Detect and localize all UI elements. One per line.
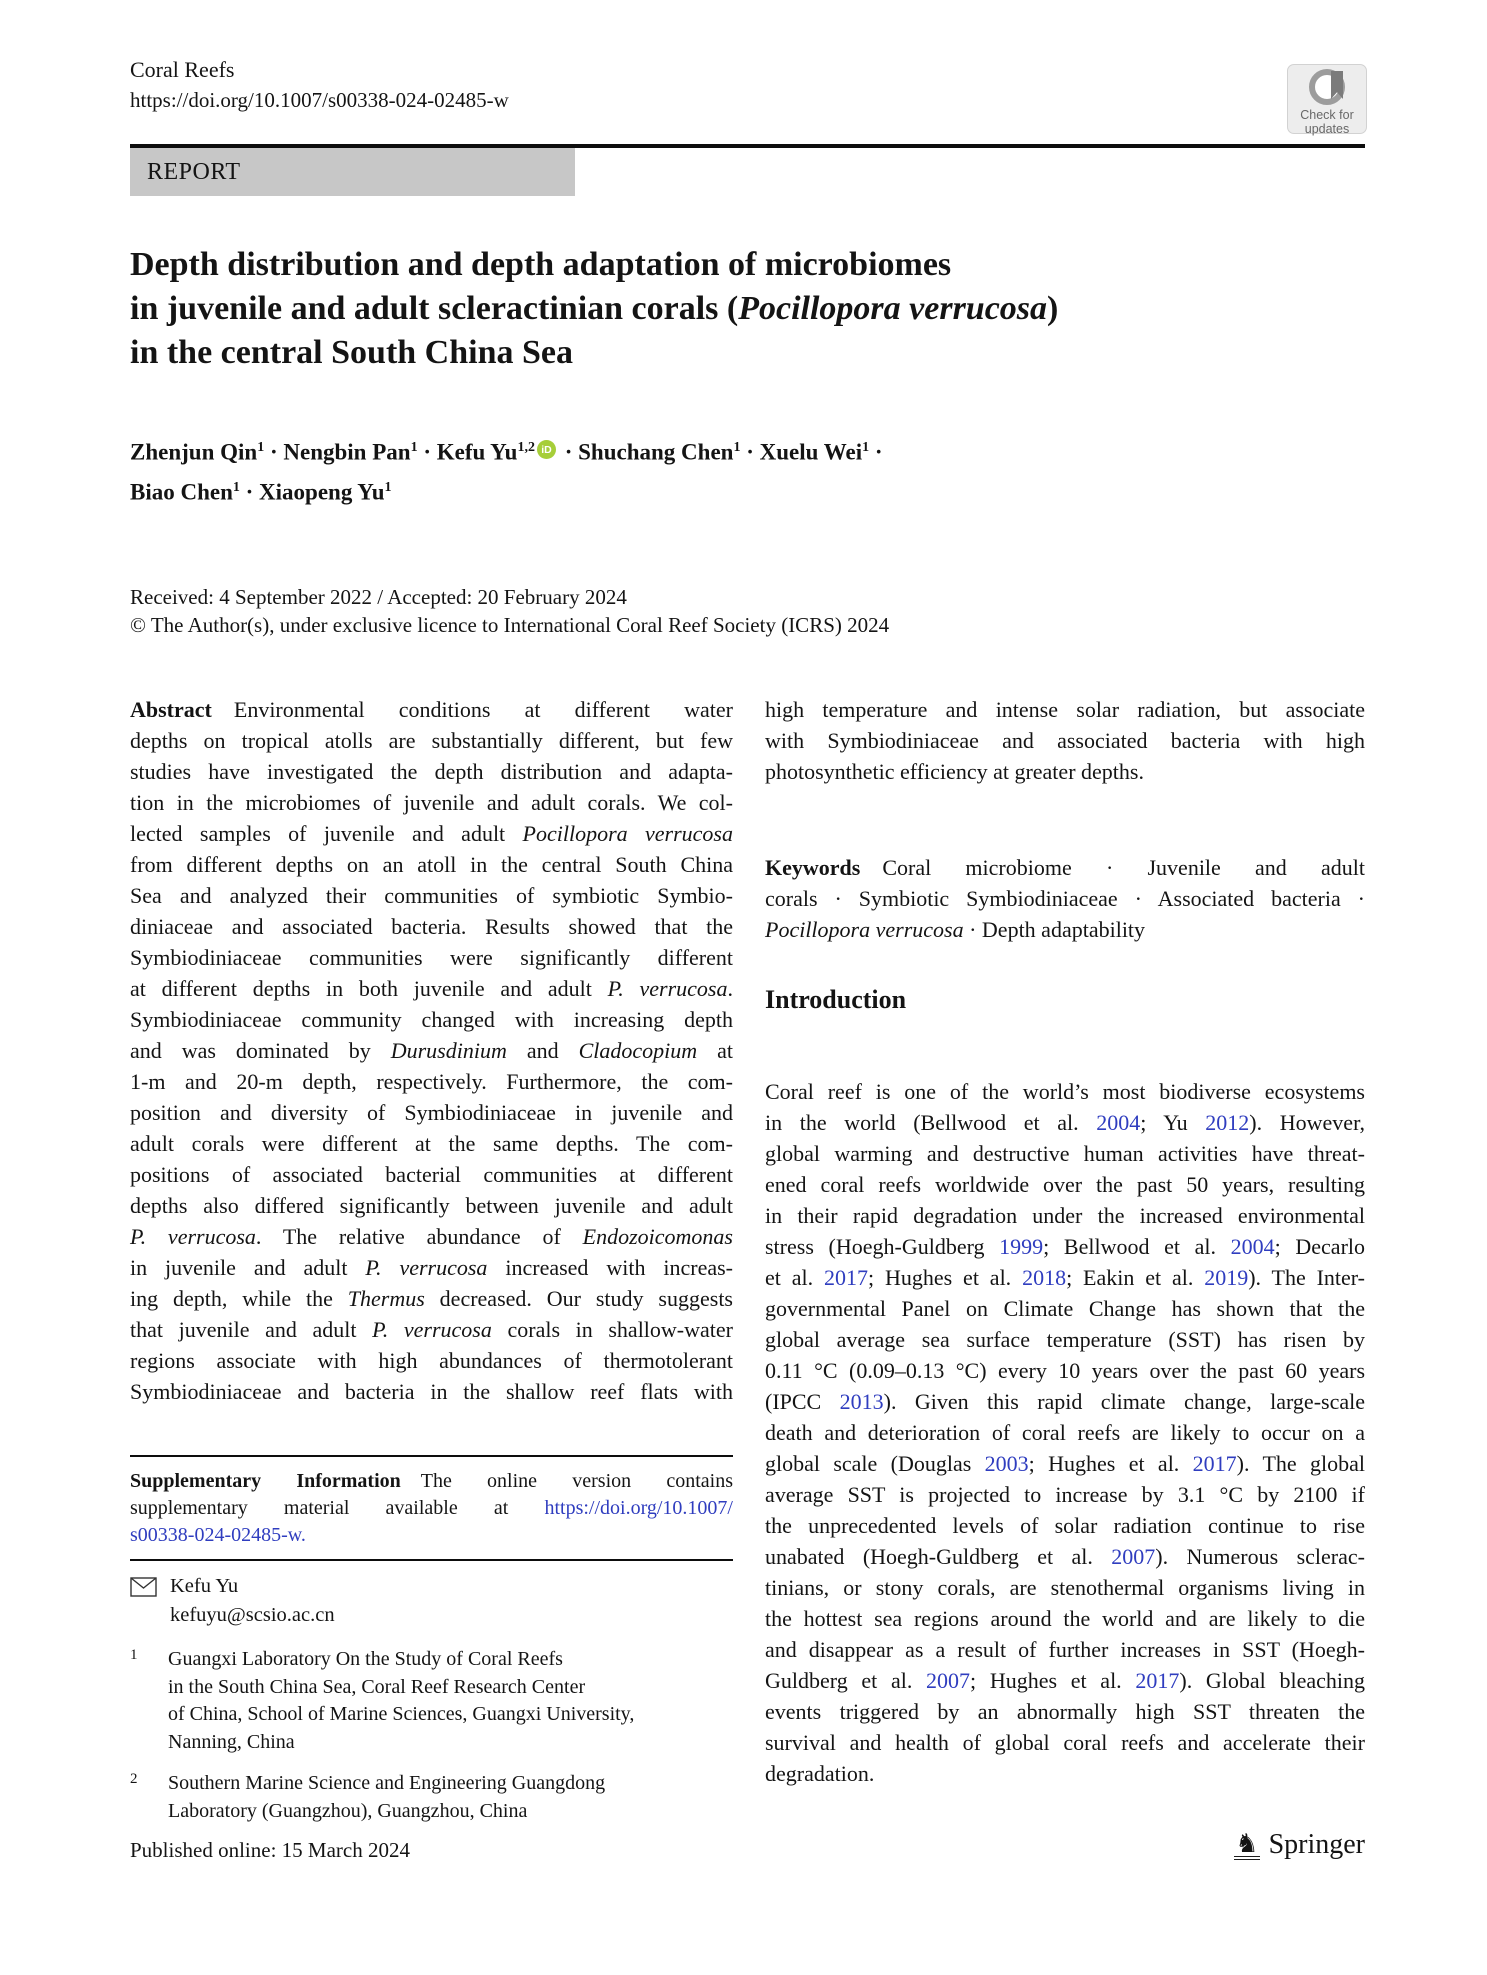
keywords-paragraph: Keywords Coral microbiome · Juvenile and adult corals · Symbiotic Symbiodiniaceae · Associated bacteria · Pocillopora verrucosa · Depth adaptability [765, 855, 1365, 942]
citation-link[interactable]: https://doi.org/10.1007/ [544, 1497, 733, 1519]
affiliation-2 [130, 1770, 708, 1825]
envelope-icon [130, 1572, 157, 1630]
springer-wordmark: Springer [1268, 1829, 1365, 1860]
citation-link[interactable]: 2004 [1096, 1110, 1141, 1135]
corresponding-author-name: Kefu Yu [170, 1575, 239, 1597]
springer-knight-icon: ♞ [1235, 1829, 1259, 1858]
journal-name: Coral Reefs [130, 57, 235, 82]
citation-link[interactable]: 2007 [1111, 1544, 1156, 1569]
article-title: Depth distribution and depth adaptation of microbiomes in juvenile and adult scleractinian corals (Pocillopora verrucosa) in the central South China Sea [130, 246, 1059, 371]
footnote-rule-bottom [130, 1559, 733, 1561]
supplementary-information: Supplementary Information The online version contains supplementary material available at https://doi.org/10.1007/ s00338-024-02485-w. [130, 1470, 733, 1546]
author-list: Zhenjun Qin$^1$ · Nengbin Pan$^1$ · Kefu Yu$^{1,2}$ iD · Shuchang Chen$^1$ · Xuelu Wei$^1$ · Biao Chen$^1$ · Xiaopeng Yu$^1$ [130, 439, 883, 505]
citation-link[interactable]: 2019 [1204, 1265, 1249, 1290]
citation-link[interactable]: 2017 [1192, 1451, 1237, 1476]
copyright-line: © The Author(s), under exclusive licence to International Coral Reef Society (ICRS) 2024 [130, 613, 890, 637]
introduction-heading: Introduction [765, 985, 907, 1014]
abstract-continuation: high temperature and intense solar radiation, but associate with Symbiodiniaceae and associated bacteria with high photosynthetic efficiency at greater depths. [765, 697, 1365, 784]
citation-link[interactable]: 2013 [839, 1389, 884, 1414]
citation-link[interactable]: 2004 [1230, 1234, 1275, 1259]
received-accepted-dates: Received: 4 September 2022 / Accepted: 20 February 2024 [130, 585, 627, 609]
citation-link[interactable]: 2003 [984, 1451, 1029, 1476]
citation-link[interactable]: 1999 [999, 1234, 1044, 1259]
footnote-rule-top [130, 1455, 733, 1457]
affiliation-text: Guangxi Laboratory On the Study of Coral Reefs in the South China Sea, Coral Reef Research Center of China, School of Marine Sciences, Guangxi University, Nanning, China [168, 1648, 635, 1753]
citation-link[interactable]: 2007 [926, 1668, 971, 1693]
published-online-date: Published online: 15 March 2024 [130, 1838, 410, 1862]
affiliation-1 [130, 1646, 708, 1756]
citation-link[interactable]: 2018 [1022, 1265, 1067, 1290]
orcid-icon[interactable]: iD [537, 440, 556, 459]
check-for-updates-button[interactable] [1287, 64, 1367, 134]
article-doi: https://doi.org/10.1007/s00338-024-02485-w [130, 88, 509, 112]
affiliation-number: 1 [130, 1647, 138, 1663]
introduction-paragraph: Coral reef is one of the world’s most biodiverse ecosystems in the world (Bellwood et al. 2004; Yu 2012). However, global warming and destructive human activities have threat- ened coral reefs worldwide over the past 50 years, resulting in their rapid degradation under the increased environmental stress (Hoegh-Guldberg 1999; Bellwood et al. 2004; Decarlo et al. 2017; Hughes et al. 2018; Eakin et al. 2019). The Inter- governmental Panel on Climate Change has shown that the global average sea surface temperature (SST) has risen by 0.11 °C (0.09–0.13 °C) every 10 years over the past 60 years (IPCC 2013). Given this rapid climate change, large-scale death and deterioration of coral reefs are likely to occur on a global scale (Douglas 2003; Hughes et al. 2017). The global average SST is projected to increase by 3.1 °C by 2100 if the unprecedented levels of solar radiation continue to rise unabated (Hoegh-Guldberg et al. 2007). Numerous sclerac- tinians, or stony corals, are stenothermal organisms living in the hottest sea regions around the world and are likely to die and disappear as a result of further increases in SST (Hoegh- Guldberg et al. 2007; Hughes et al. 2017). Global bleaching events triggered by an abnormally high SST threaten the survival and health of global coral reefs and accelerate their degradation. [765, 1079, 1366, 1786]
article-type-banner: REPORT [130, 148, 575, 196]
check-for-updates-label: Check for updates [1300, 108, 1354, 136]
citation-link[interactable]: 2017 [1135, 1668, 1180, 1693]
corresponding-author-email[interactable]: kefuyu@scsio.ac.cn [170, 1604, 335, 1626]
citation-link[interactable]: 2012 [1205, 1110, 1250, 1135]
corresponding-author-block [130, 1572, 335, 1630]
bookmark-ribbon-icon [1331, 71, 1343, 99]
affiliation-text: Southern Marine Science and Engineering Guangdong Laboratory (Guangzhou), Guangzhou, China [168, 1772, 606, 1822]
citation-link[interactable]: s00338-024-02485-w. [130, 1524, 306, 1546]
crossmark-icon [1309, 69, 1345, 105]
citation-link[interactable]: 2017 [824, 1265, 868, 1290]
abstract-paragraph: Abstract Environmental conditions at different water depths on tropical atolls are substantially different, but few studies have investigated the depth distribution and adapta- tion in the microbiomes of juvenile and adult corals. We col- lected samples of juvenile and adult Pocillopora verrucosa from different depths on an atoll in the central South China Sea and analyzed their communities of symbiotic Symbio- diniaceae and associated bacteria. Results showed that the Symbiodiniaceae communities were significantly different at different depths in both juvenile and adult P. verrucosa. Symbiodiniaceae community changed with increasing depth and was dominated by Durusdinium and Cladocopium at 1-m and 20-m depth, respectively. Furthermore, the com- position and diversity of Symbiodiniaceae in juvenile and adult corals were different at the same depths. The com- positions of associated bacterial communities at different depths also differed significantly between juvenile and adult P. verrucosa. The relative abundance of Endozoicomonas in juvenile and adult P. verrucosa increased with increas- ing depth, while the Thermus decreased. Our study suggests that juvenile and adult P. verrucosa corals in shallow-water regions associate with high abundances of thermotolerant Symbiodiniaceae and bacteria in the shallow reef flats with [130, 697, 733, 1404]
springer-logo [1234, 1830, 1365, 1860]
affiliation-number: 2 [130, 1771, 138, 1787]
